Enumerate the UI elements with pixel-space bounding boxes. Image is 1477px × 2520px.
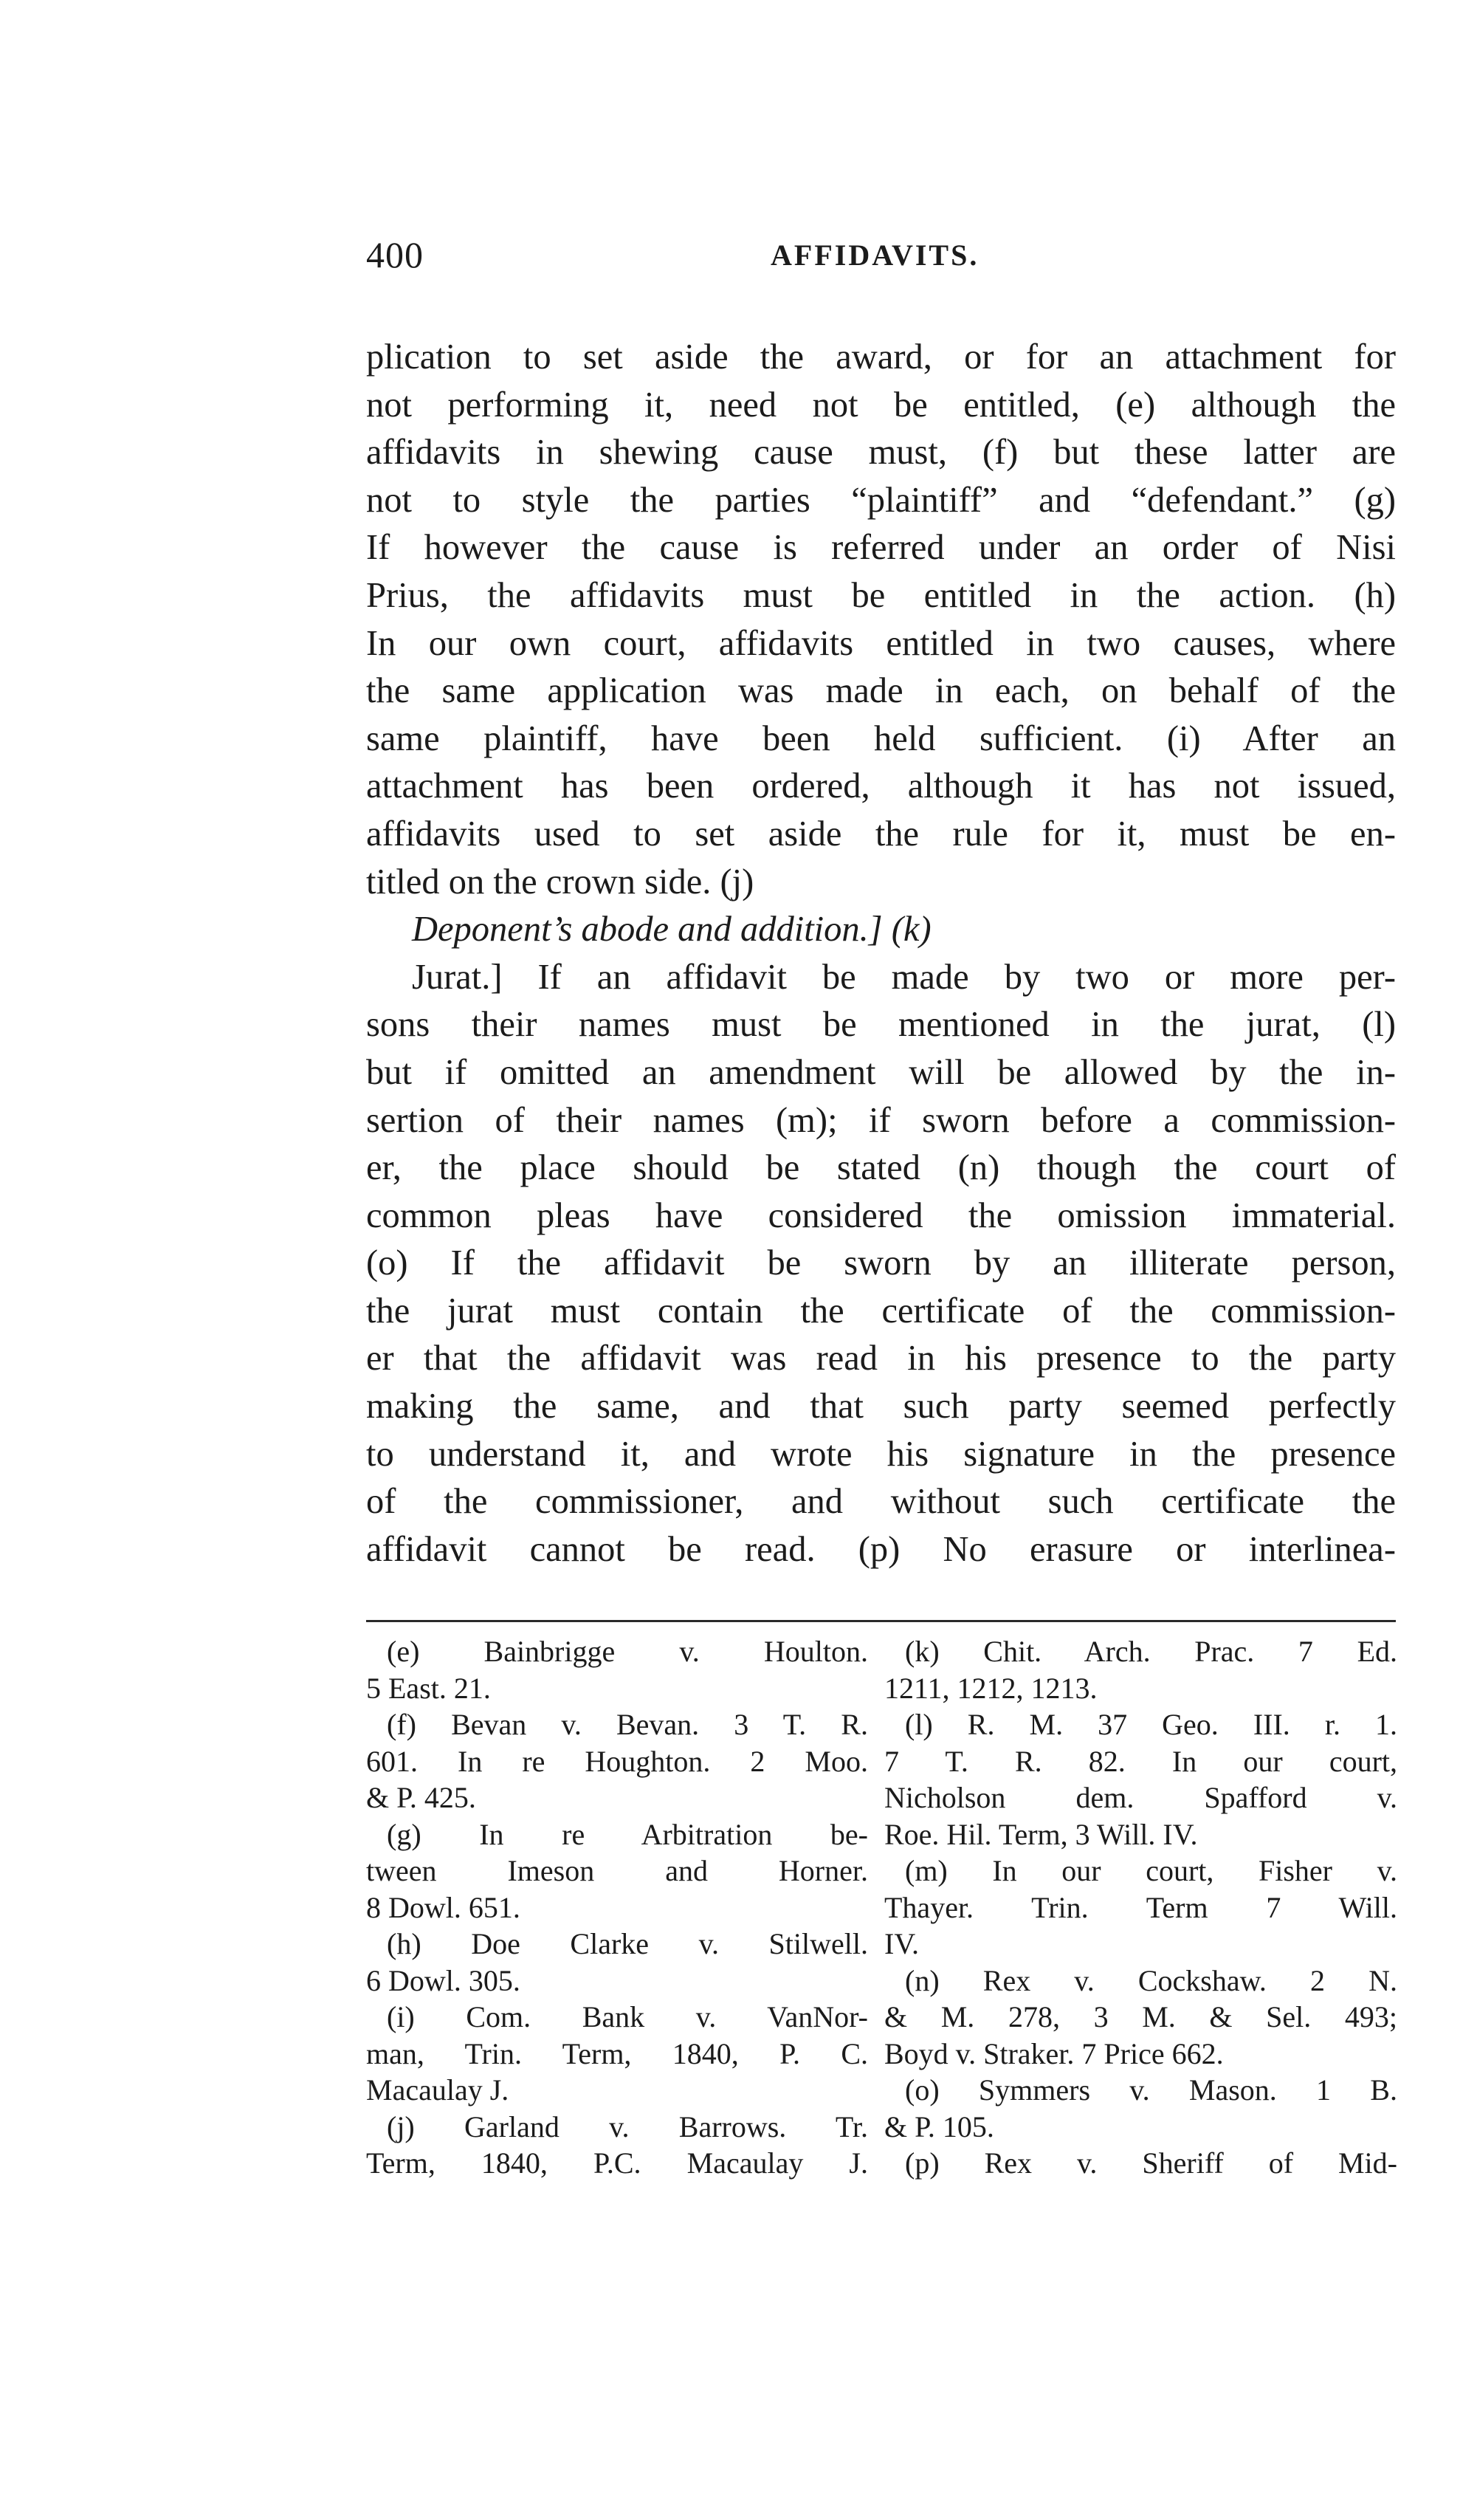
main-text: [366, 334, 1396, 1573]
footnotes-left-column: [366, 1633, 868, 2182]
footnote-line: (f) Bevan v. Bevan. 3 T. R.: [387, 1708, 868, 1741]
body-line: er, the place should be stated (n) though the court of: [366, 1148, 1396, 1188]
footnote-line: 7 T. R. 82. In our court,: [884, 1744, 1397, 1778]
body-line: titled on the crown side. (j): [366, 862, 754, 902]
body-line: of the commissioner, and without such certificate the: [366, 1482, 1396, 1522]
body-line: (o) If the affidavit be sworn by an illiterate person,: [366, 1243, 1396, 1283]
body-line: the jurat must contain the certificate of the commission-: [366, 1291, 1396, 1331]
body-line: In our own court, affidavits entitled in two causes, where: [366, 623, 1396, 663]
page-number: 400: [366, 234, 424, 275]
footnote-line: 8 Dowl. 651.: [366, 1890, 520, 1924]
footnote-line: (g) In re Arbitration be-: [387, 1817, 868, 1851]
footnote-line: (n) Rex v. Cockshaw. 2 N.: [905, 1963, 1397, 1997]
footnote-line: 6 Dowl. 305.: [366, 1963, 520, 1997]
footnote-line: Boyd v. Straker. 7 Price 662.: [884, 2036, 1224, 2070]
body-line: affidavit cannot be read. (p) No erasure or interlinea-: [366, 1529, 1396, 1569]
body-line: sons their names must be mentioned in the jurat, (l): [366, 1005, 1396, 1045]
body-line: Prius, the affidavits must be entitled in the action. (h): [366, 575, 1396, 615]
footnote-line: & P. 105.: [884, 2109, 994, 2143]
body-line: er that the affidavit was read in his presence to the party: [366, 1339, 1396, 1379]
footnote-line: IV.: [884, 1927, 920, 1960]
body-line: not to style the parties “plaintiff” and “defendant.” (g): [366, 480, 1396, 520]
body-line: same plaintiff, have been held sufficient. (i) After an: [366, 718, 1396, 758]
footnote-line: (j) Garland v. Barrows. Tr.: [387, 2109, 868, 2143]
footnote-line: (m) In our court, Fisher v.: [905, 1854, 1397, 1887]
running-head: [366, 233, 1392, 292]
footnote-line: (e) Bainbrigge v. Houlton.: [387, 1635, 868, 1668]
footnote-line: (i) Com. Bank v. VanNor-: [387, 2000, 868, 2033]
section-heading-jurat: Jurat.] If an affidavit be made by two or more per-: [412, 957, 1396, 997]
section-heading-deponent: Deponent’s abode and addition.] (k): [412, 910, 932, 950]
footnote-line: & P. 425.: [366, 1781, 476, 1814]
body-line: making the same, and that such party seemed perfectly: [366, 1387, 1396, 1426]
footnote-line: (l) R. M. 37 Geo. III. r. 1.: [905, 1708, 1397, 1741]
footnote-line: man, Trin. Term, 1840, P. C.: [366, 2036, 868, 2070]
body-line: sertion of their names (m); if sworn before a commission-: [366, 1100, 1396, 1140]
body-line: affidavits used to set aside the rule for it, must be en-: [366, 814, 1396, 854]
footnote-line: Roe. Hil. Term, 3 Will. IV.: [884, 1817, 1198, 1851]
footnote-line: (h) Doe Clarke v. Stilwell.: [387, 1927, 868, 1960]
footnote-line: (k) Chit. Arch. Prac. 7 Ed.: [905, 1635, 1397, 1668]
footnote-line: & M. 278, 3 M. & Sel. 493;: [884, 2000, 1397, 2033]
body-line: the same application was made in each, on behalf of the: [366, 671, 1396, 711]
footnote-line: Macaulay J.: [366, 2073, 509, 2107]
footnote-line: (o) Symmers v. Mason. 1 B.: [905, 2073, 1397, 2107]
footnote-line: 601. In re Houghton. 2 Moo.: [366, 1744, 868, 1778]
footnote-line: tween Imeson and Horner.: [366, 1854, 868, 1887]
body-line: affidavits in shewing cause must, (f) but these latter are: [366, 433, 1396, 473]
body-line: common pleas have considered the omission immaterial.: [366, 1195, 1396, 1235]
body-line: plication to set aside the award, or for an attachment for: [366, 337, 1396, 377]
footnote-divider: [366, 1620, 1396, 1622]
body-line: not performing it, need not be entitled, (e) although the: [366, 385, 1396, 425]
running-title: AFFIDAVITS.: [771, 238, 979, 272]
footnote-line: 5 East. 21.: [366, 1671, 491, 1705]
footnote-line: Nicholson dem. Spafford v.: [884, 1781, 1397, 1814]
footnote-line: Term, 1840, P.C. Macaulay J.: [366, 2146, 868, 2180]
body-line: attachment has been ordered, although it has not issued,: [366, 766, 1396, 806]
footnote-line: Thayer. Trin. Term 7 Will.: [884, 1890, 1397, 1924]
body-line: but if omitted an amendment will be allowed by the in-: [366, 1052, 1396, 1092]
body-line: If however the cause is referred under an order of Nisi: [366, 528, 1396, 568]
footnotes-right-column: [884, 1633, 1397, 2182]
footnote-line: 1211, 1212, 1213.: [884, 1671, 1098, 1705]
footnote-line: (p) Rex v. Sheriff of Mid-: [905, 2146, 1397, 2180]
body-line: to understand it, and wrote his signature in the presence: [366, 1434, 1396, 1474]
